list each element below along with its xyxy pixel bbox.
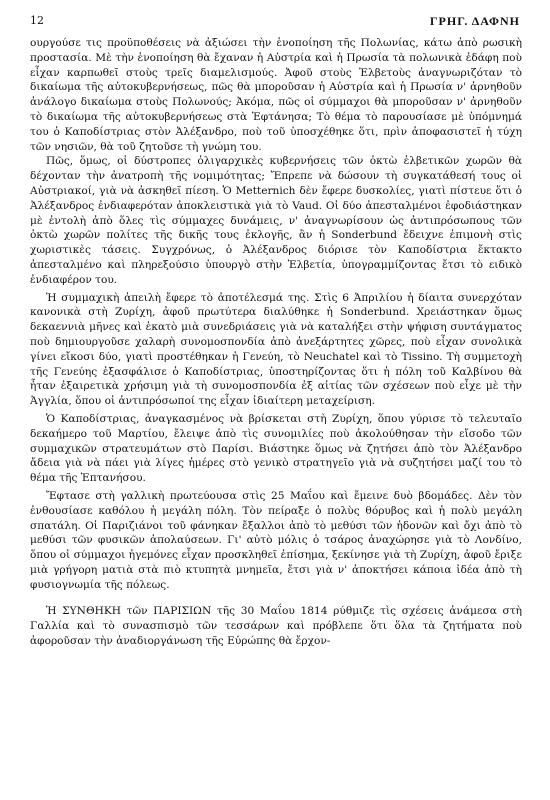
page-body (30, 36, 522, 649)
paragraph-2: Πῶς, ὅμως, οἱ δύστροπες ὀλιγαρχικὲς κυβερνήσεις τῶν ὀκτὼ ἑλβετικῶν χωρῶν θὰ δέχονταν τὴν ἀνατροπὴ τῆς νομιμότητας; Ἔπρεπε νὰ δώσουν τὴ συγκατάθεσή τους οἱ Αὐστριακοί, γιὰ νὰ ἀσκηθεῖ πίεση. Ὁ Metternich δὲν ἔφερε δυσκολίες, γιατὶ πίστευε ὅτι ὁ Ἀλέξανδρος ἐνδιαφερόταν ἀποκλειστικὰ γιὰ τὸ Vaud. Οἱ δύο ἀπεσταλμένοι ἐφοδιάστηκαν μὲ ἐντολὴ ἀπὸ ὅλες τὶς σύμμαχες δυνάμεις, ν' ἀναγνωρίσουν ὡς ἀντιπρόσωπους τῶν ὀκτὼ χωρῶν πολίτες τῆς δικῆς τους ἐκλογῆς, ἂν ἡ Sonderbund ἔδειχνε ἐπιμονὴ στὶς χωριστικὲς τάσεις. Συγχρόνως, ὁ Ἀλέξανδρος διόρισε τὸν Καποδίστρια ἔκτακτο ἀπεσταλμένο καὶ πληρεξούσιο ὑπουργὸ στὴν Ἑλβετία, ὑπογραμμίζοντας ἔτσι τὸ ειδικὸ ἐνδιαφέρον του. (30, 155, 522, 286)
paragraph-5: Ἔφτασε στὴ γαλλικὴ πρωτεύουσα στὶς 25 Μαΐου καὶ ἔμεινε δυὸ βδομάδες. Δὲν τὸν ἐνθουσίασε καθόλου ἡ μεγάλη πόλη. Τὸν πείραξε ὁ πολὺς θόρυβος καὶ ἡ πολὺ μεγάλη σπατάλη. Οἱ Παριζιάνοι τοῦ φάνηκαν ἔξαλλοι ἀπὸ τὸ μεθύσι τῶν ἡδονῶν καὶ ὄχι ἀπὸ τὸ μεθύσι τῶν φυσικῶν ἀπολαύσεων. Γι' αὐτὸ μόλις ὁ τσάρος ἀναχώρησε γιὰ τὸ Λονδίνο, ὅπου οἱ σύμμαχοι ἡγεμόνες εἶχαν προσκληθεῖ ἐπίσημα, ξεκίνησε γιὰ τὴ Ζυρίχη, ἀφοῦ ἔριξε μιὰ γρήγορη ματιὰ στὰ πιὸ κτυπητὰ μνημεῖα, ἔτσι γιὰ ν' ἀποκτήσει κάποια ἰδέα ἀπὸ τὴ φυσιογνωμία τῆς πόλεως. (30, 489, 522, 591)
running-head: ΓΡΗΓ. ΔΑΦΝΗ (429, 14, 520, 28)
paragraph-1: ουργούσε τις προϋποθέσεις νὰ ἀξιώσει τὴν ἑνοποίηση τῆς Πολωνίας, κάτω ἀπὸ ρωσικὴ προστασία. Μὲ τὴν ἑνοποίηση θὰ ἔχαναν ἡ Αὐστρία καὶ ἡ Πρωσία τὰ πολωνικὰ ἐδάφη ποὺ εἶχαν καρπωθεῖ στοὺς τρεῖς διαμελισμούς. Ἀφοῦ στοὺς Ἑλβετοὺς ἀναγνωριζόταν τὸ δικαίωμα τῆς αὐτοκυβερνήσεως, πῶς θὰ μποροῦσαν ἡ Αὐστρία καὶ ἡ Πρωσία ν' ἀρνηθοῦν ἀνάλογο δικαίωμα στοὺς Πολωνούς; Ἀκόμα, πῶς οἱ σύμμαχοι θὰ μποροῦσαν ν' ἀρνηθοῦν τὸ δικαίωμα τῆς αὐτοκυβερνήσεως στὰ Ἑφτάνησα; Τὸ θέμα τὸ παρουσίασε μὲ ὑπόμνημά του ὁ Καποδίστριας στὸν Ἀλέξανδρο, ποὺ τοῦ ὑποσχέθηκε ὅτι, πρὶν ἀποφασιστεῖ ἡ τύχη τῶν νησιῶν, θὰ τοῦ ζητοῦσε τὴ γνώμη του. (30, 37, 522, 153)
page-header (22, 10, 528, 32)
section-opening-paragraph: Ἡ ΣΥΝΘΗΚΗ τῶν ΠΑΡΙΣΙΩΝ τῆς 30 Μαΐου 1814 ρύθμιζε τὶς σχέσεις ἀνάμεσα στὴ Γαλλία καὶ τὸ συνασπισμὸ τῶν τεσσάρων καὶ πρόβλεπε ὅτι ὅλα τὰ ζητήματα ποὺ ἀφοροῦσαν τὴν ἀναδιοργάνωση τῆς Εὐρώπης θὰ ἔρχον- (30, 605, 522, 648)
paragraph-3: Ἡ συμμαχικὴ ἀπειλὴ ἔφερε τὸ ἀποτέλεσμά της. Στὶς 6 Ἀπριλίου ἡ δίαιτα συνερχόταν κανονικὰ στὴ Ζυρίχη, ἀφοῦ πρωτύτερα διαλύθηκε ἡ Sonderbund. Χρειάστηκαν ὅμως δεκαεννιὰ μῆνες καὶ ἑκατὸ μιὰ συνεδριάσεις γιὰ νὰ καταλήξει στὴν ψήφιση συντάγματος ποὺ δημιουργοῦσε χαλαρὴ συνομοσπονδία ἀπὸ ἀνεξάρτητες χῶρες, ποὺ εἶχαν συνολικὰ γίνει εἴκοσι δύο, γιατὶ προστέθηκαν ἡ Γενεύη, τὸ Neuchatel καὶ τὸ Tissino. Τὴ συμμετοχὴ τῆς Γενεύης ἐξασφάλισε ὁ Καποδίστριας, ὑποστηρίζοντας ὅτι ἡ πόλη τοῦ Καλβίνου θὰ ἦταν ἐξαιρετικὰ χρήσιμη γιὰ τὴ συνομοσπονδία ἐξ αἰτίας τῶν σχέσεων ποὺ εἶχε μὲ τὴν Ἀγγλία, ὅπου οἱ ἀντιπρόσωποί της εἶχαν ἰδιαίτερη μεταχείριση. (30, 291, 522, 408)
book-page (22, 10, 528, 795)
paragraph-4: Ὁ Καποδίστριας, ἀναγκασμένος νὰ βρίσκεται στὴ Ζυρίχη, ὅπου γύρισε τὸ τελευταῖο δεκαήμερο τοῦ Μαρτίου, ἔλειψε ἀπὸ τὶς συνομιλίες ποὺ ἀκολούθησαν τὴν εἴσοδο τῶν συμμαχικῶν στρατευμάτων στὸ Παρίσι. Βιάστηκε ὅμως νὰ ζητήσει ἀπὸ τὸν Ἀλέξανδρο ἄδεια γιὰ νὰ πάει γιὰ λίγες ἡμέρες στὸ γενικὸ στρατηγεῖο γιὰ νὰ συζητήσει μαζί του τὸ θέμα τῆς Ἑπτανήσου. (30, 412, 522, 485)
page-number: 12 (30, 14, 44, 27)
